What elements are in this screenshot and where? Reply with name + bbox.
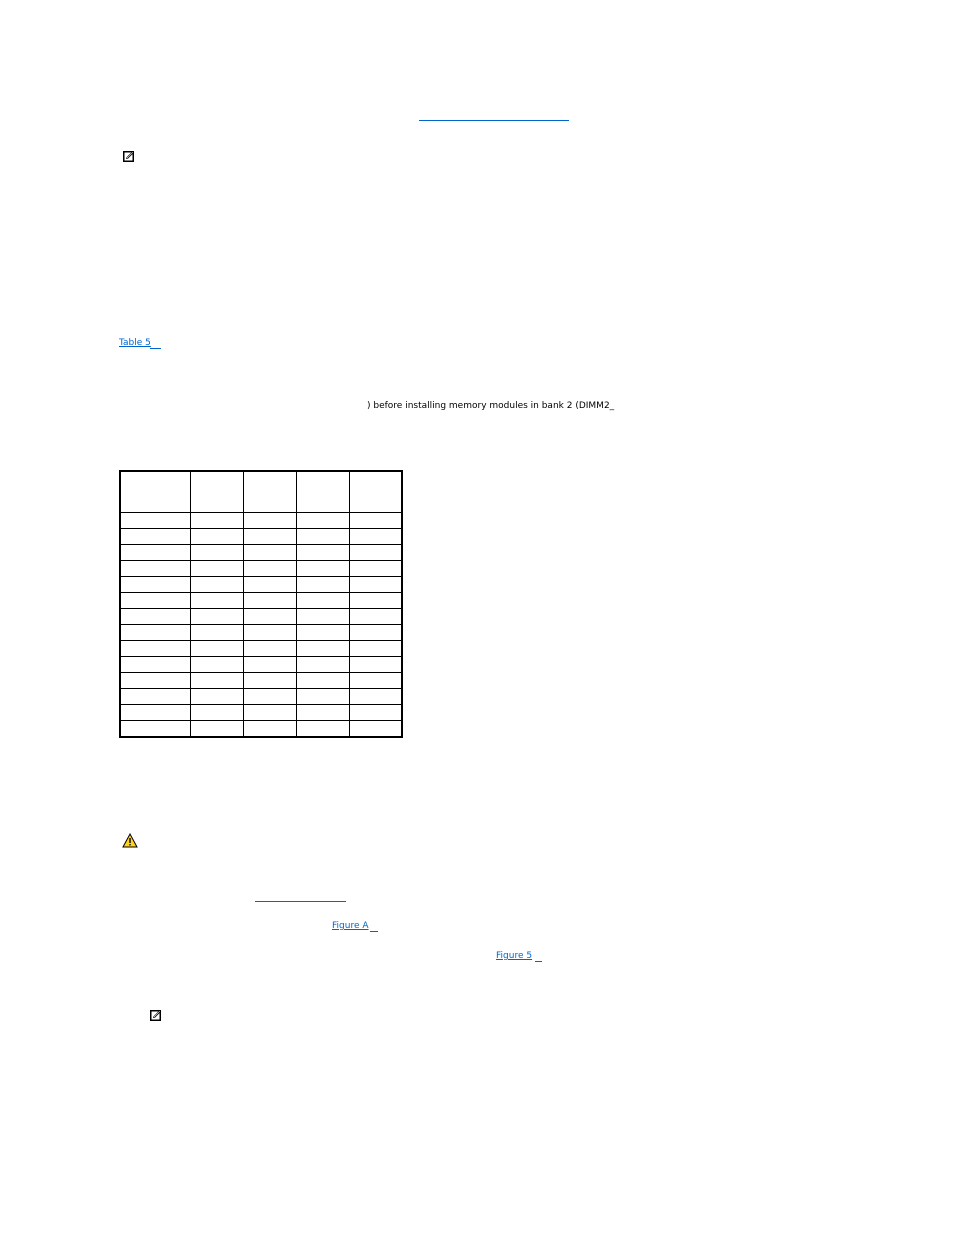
table-cell — [120, 657, 190, 673]
table-cell — [243, 513, 296, 529]
table-cell — [243, 641, 296, 657]
procedure-link[interactable] — [255, 901, 346, 902]
table-cell — [190, 641, 243, 657]
table-header-cell — [190, 471, 243, 513]
table-cell — [243, 705, 296, 721]
table-cell — [296, 657, 349, 673]
table-cell — [349, 545, 402, 561]
table-cell — [190, 625, 243, 641]
table-cell — [190, 513, 243, 529]
table-cell — [190, 705, 243, 721]
table-cell — [349, 721, 402, 738]
table-row — [120, 641, 402, 657]
table-cell — [190, 689, 243, 705]
table-row — [120, 625, 402, 641]
table-cell — [243, 721, 296, 738]
memory-config-table — [119, 470, 403, 738]
note-pencil-icon — [149, 1008, 163, 1022]
table-cell — [120, 593, 190, 609]
table-cell — [120, 609, 190, 625]
table-cell — [296, 593, 349, 609]
table-cell — [120, 641, 190, 657]
table-row — [120, 529, 402, 545]
table-cell — [243, 593, 296, 609]
table-cell — [243, 561, 296, 577]
table-cell — [296, 529, 349, 545]
table-cell — [349, 577, 402, 593]
table-cell — [243, 545, 296, 561]
table-cell — [190, 593, 243, 609]
table-cell — [120, 625, 190, 641]
table-cell — [296, 673, 349, 689]
table-cell — [349, 561, 402, 577]
table-row — [120, 721, 402, 738]
table-5-link-tail — [150, 348, 161, 349]
table-cell — [296, 609, 349, 625]
table-row — [120, 689, 402, 705]
table-row — [120, 705, 402, 721]
table-cell — [296, 689, 349, 705]
figure-5-link[interactable]: Figure 5 — [496, 951, 533, 961]
table-cell — [243, 673, 296, 689]
table-cell — [296, 721, 349, 738]
table-cell — [120, 721, 190, 738]
table-row — [120, 609, 402, 625]
table-header-cell — [120, 471, 190, 513]
table-row — [120, 657, 402, 673]
table-row — [120, 545, 402, 561]
table-cell — [120, 673, 190, 689]
table-cell — [296, 625, 349, 641]
table-cell — [349, 609, 402, 625]
table-cell — [296, 641, 349, 657]
table-cell — [243, 529, 296, 545]
table-cell — [190, 577, 243, 593]
table-cell — [349, 529, 402, 545]
figure-a-link[interactable]: Figure A — [332, 921, 369, 931]
table-row — [120, 577, 402, 593]
bank-install-text: ) before installing memory modules in bank 2 (DIMM2_ — [367, 401, 615, 411]
table-cell — [243, 689, 296, 705]
table-cell — [349, 689, 402, 705]
table-cell — [296, 705, 349, 721]
note-pencil-icon — [122, 149, 136, 163]
table-cell — [243, 625, 296, 641]
table-cell — [120, 577, 190, 593]
table-cell — [243, 657, 296, 673]
table-cell — [120, 529, 190, 545]
table-cell — [190, 721, 243, 738]
figure-a-link-tail — [370, 931, 378, 932]
table-cell — [349, 513, 402, 529]
table-cell — [190, 657, 243, 673]
table-row — [120, 673, 402, 689]
table-header-cell — [243, 471, 296, 513]
table-cell — [190, 561, 243, 577]
top-link[interactable] — [419, 120, 569, 121]
table-cell — [349, 705, 402, 721]
table-header-cell — [296, 471, 349, 513]
table-cell — [243, 577, 296, 593]
table-cell — [190, 529, 243, 545]
table-cell — [296, 561, 349, 577]
caution-triangle-icon — [122, 833, 138, 848]
table-cell — [296, 577, 349, 593]
table-cell — [349, 657, 402, 673]
table-cell — [120, 705, 190, 721]
table-cell — [190, 673, 243, 689]
table-5-link[interactable]: Table 5 — [119, 338, 151, 348]
table-cell — [243, 609, 296, 625]
table-cell — [296, 513, 349, 529]
table-cell — [120, 561, 190, 577]
table-cell — [190, 609, 243, 625]
table-cell — [120, 689, 190, 705]
table-cell — [120, 545, 190, 561]
table-row — [120, 561, 402, 577]
table-cell — [349, 625, 402, 641]
table-cell — [296, 545, 349, 561]
table-cell — [349, 673, 402, 689]
figure-5-link-tail — [535, 961, 542, 962]
table-row — [120, 513, 402, 529]
table-cell — [120, 513, 190, 529]
table-header-row — [120, 471, 402, 513]
table-cell — [190, 545, 243, 561]
table-cell — [349, 593, 402, 609]
table-header-cell — [349, 471, 402, 513]
table-row — [120, 593, 402, 609]
table-cell — [349, 641, 402, 657]
